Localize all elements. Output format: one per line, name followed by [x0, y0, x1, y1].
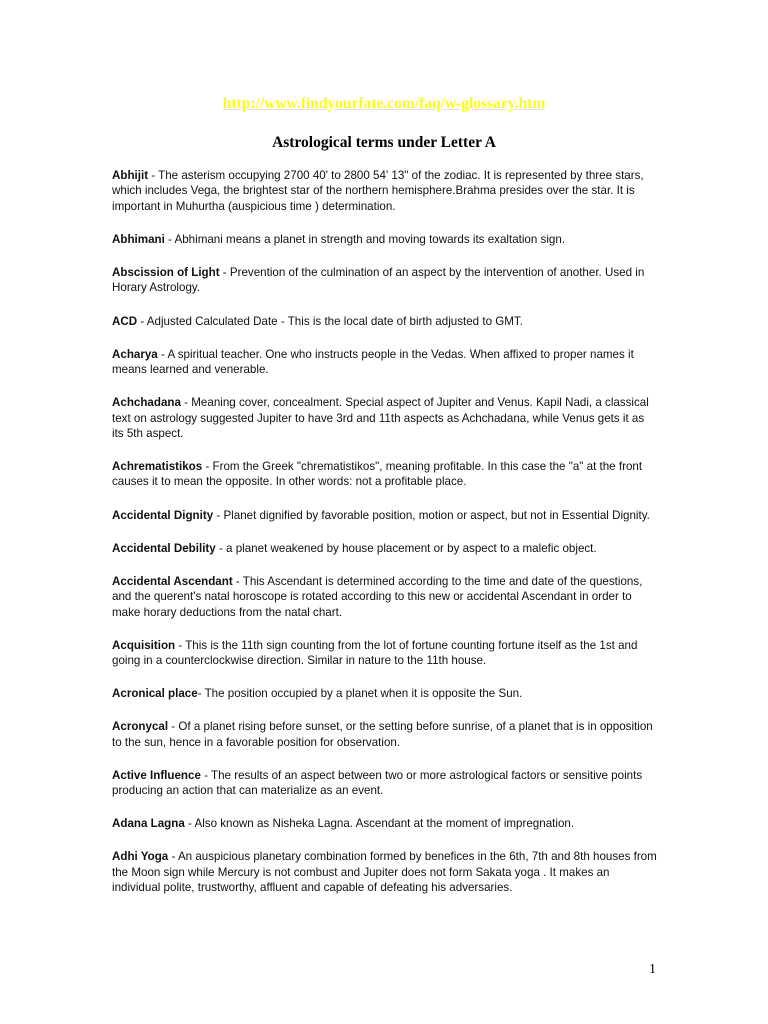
- term-definition: Prevention of the culmination of an aspect by the intervention of another. Used in Horary Astrology.: [112, 266, 645, 295]
- term-name: Abscission of Light: [112, 266, 220, 279]
- term-name: Achrematistikos: [112, 460, 203, 473]
- glossary-entry: [112, 168, 657, 214]
- glossary-entry: [112, 459, 657, 490]
- term-definition: Of a planet rising before sunset, or the setting before sunrise, of a planet that is in opposition to the sun, hence in a favorable position for observation.: [112, 720, 653, 749]
- term-separator: -: [175, 638, 186, 652]
- term-definition: The results of an aspect between two or more astrological factors or sensitive points producing an action that can materialize as an event.: [112, 768, 643, 798]
- term-separator: -: [219, 266, 230, 279]
- term-name: Active Influence: [112, 768, 201, 782]
- page-title: Astrological terms under Letter A: [272, 134, 496, 151]
- glossary-entry: [112, 395, 657, 441]
- glossary-entry: [112, 314, 657, 329]
- term-separator: -: [148, 169, 159, 182]
- glossary-entry: [112, 574, 657, 620]
- term-name: Adhi Yoga: [112, 850, 169, 864]
- term-definition: From the Greek "chrematistikos", meaning profitable. In this case the "a" at the front causes it to mean the opposite. In other words: not a profitable place.: [112, 460, 643, 489]
- term-definition: Also known as Nisheka Lagna. Ascendant at the moment of impregnation.: [194, 817, 575, 831]
- term-name: Accidental Dignity: [112, 508, 214, 522]
- term-definition: Adjusted Calculated Date - This is the local date of birth adjusted to GMT.: [146, 314, 523, 328]
- glossary-entry: [112, 541, 657, 556]
- term-definition: a planet weakened by house placement or by aspect to a malefic object.: [226, 541, 597, 555]
- term-name: Achchadana: [112, 396, 181, 410]
- glossary-entry: [112, 768, 657, 799]
- term-definition: This is the 11th sign counting from the lot of fortune counting fortune itself as the 1st and going in a counterclockwise direction. Similar in nature to the 11th house.: [112, 638, 638, 667]
- glossary-entry: [112, 508, 657, 523]
- term-name: Accidental Debility: [112, 541, 216, 555]
- term-definition: Abhimani means a planet in strength and moving towards its exaltation sign.: [174, 232, 566, 246]
- term-separator: -: [215, 541, 227, 555]
- term-name: Acquisition: [112, 638, 176, 652]
- term-name: Acharya: [112, 347, 158, 361]
- glossary-entry: [112, 816, 657, 831]
- term-name: Abhimani: [112, 232, 165, 246]
- term-separator: -: [180, 396, 192, 410]
- term-name: Accidental Ascendant: [112, 574, 233, 588]
- term-separator: -: [200, 768, 212, 782]
- term-separator: -: [213, 508, 224, 522]
- term-separator: -: [164, 232, 175, 246]
- term-name: Acronycal: [112, 720, 169, 734]
- term-separator: -: [184, 817, 195, 831]
- term-name: Acronical place: [112, 687, 198, 701]
- term-definition: Planet dignified by favorable position, motion or aspect, but not in Essential Dignity.: [223, 508, 650, 522]
- term-separator: -: [168, 850, 178, 864]
- term-definition: The asterism occupying 2700 40' to 2800 54' 13" of the zodiac. It is represented by three stars, which includes Vega, the brightest star of the northern hemisphere.Brahma presides over the star. It is important in Muhurtha (auspicious time ) determination.: [112, 169, 644, 213]
- term-separator: -: [202, 460, 213, 473]
- term-separator: -: [157, 347, 168, 361]
- term-name: Adana Lagna: [112, 817, 185, 831]
- term-separator: -: [168, 720, 179, 734]
- term-definition: An auspicious planetary combination formed by benefices in the 6th, 7th and 8th houses from the Moon sign while Mercury is not combust and Jupiter does not form Sakata yoga . It makes an individual polite, trustworthy, affluent and capable of defeating his adversaries.: [112, 850, 657, 895]
- glossary-list: [112, 168, 657, 913]
- glossary-entry: [112, 719, 657, 750]
- page-number: 1: [649, 962, 656, 977]
- glossary-entry: [112, 638, 657, 669]
- term-definition: A spiritual teacher. One who instructs people in the Vedas. When affixed to proper names it means learned and venerable.: [112, 347, 634, 376]
- term-definition: The position occupied by a planet when it is opposite the Sun.: [204, 687, 523, 701]
- glossary-entry: [112, 686, 657, 701]
- term-name: Abhijit: [112, 169, 149, 182]
- term-separator: -: [197, 687, 205, 701]
- term-definition: This Ascendant is determined according to the time and date of the questions, and the querent's natal horoscope is rotated according to this new or accidental Ascendant in order to make horary deductions from the natal chart.: [112, 574, 643, 619]
- term-name: ACD: [112, 314, 138, 328]
- source-url-line: [0, 95, 768, 113]
- term-separator: -: [232, 574, 243, 588]
- glossary-entry: [112, 849, 657, 895]
- source-url-link[interactable]: http://www.findyourfate.com/faq/w-glossary.htm: [222, 95, 546, 112]
- term-definition: Meaning cover, concealment. Special aspect of Jupiter and Venus. Kapil Nadi, a classical text on astrology suggested Jupiter to have 3rd and 11th aspects as Achchadana, while Venus gets it as its 5th aspect.: [112, 396, 649, 440]
- glossary-entry: [112, 265, 657, 296]
- glossary-entry: [112, 347, 657, 378]
- term-separator: -: [137, 314, 147, 328]
- glossary-entry: [112, 232, 657, 247]
